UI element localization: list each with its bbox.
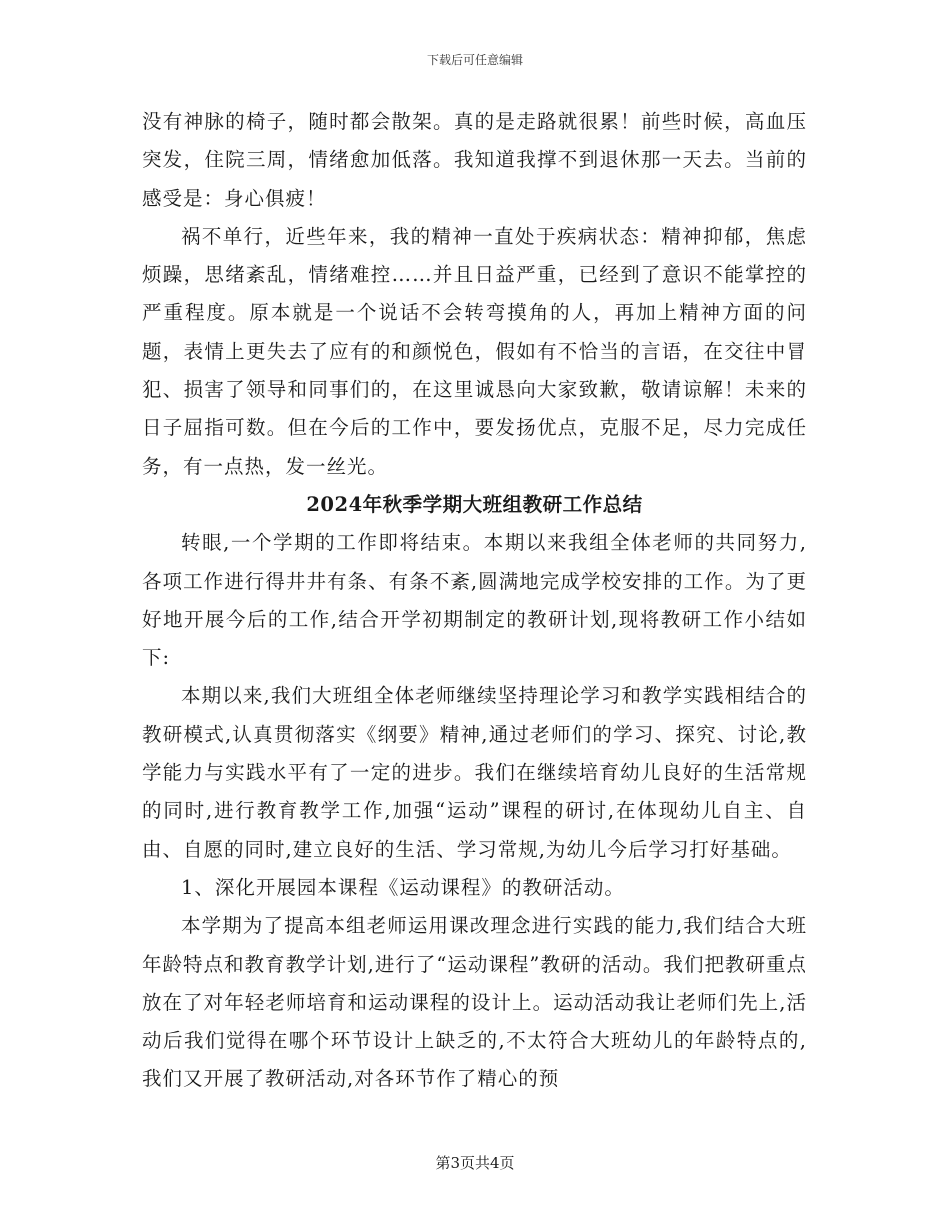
document-title: 2024年秋季学期大班组教研工作总结: [306, 492, 643, 516]
page-number: 第3页共4页: [435, 1154, 515, 1172]
paragraph-sports-curriculum: 本学期为了提高本组老师运用课改理念进行实践的能力,我们结合大班年龄特点和教育教学计划,进行了“运动课程”教研的活动。我们把教研重点放在了对年轻老师培育和运动课程的设计上。运动活动我让老师们先上,活动后我们觉得在哪个环节设计上缺乏的,不太符合大班幼儿的年龄特点的,我们又开展了教研活动,对各环节作了精心的预: [142, 914, 807, 1091]
paragraph-intro: 转眼,一个学期的工作即将结束。本期以来我组全体老师的共同努力,各项工作进行得井井有条、有条不紊,圆满地完成学校安排的工作。为了更好地开展今后的工作,结合开学初期制定的教研计划,现将教研工作小结如下:: [142, 531, 807, 670]
section-heading-1: 1、深化开展园本课程《运动课程》的教研活动。: [181, 875, 625, 899]
paragraph-continuation: 没有神脉的椅子，随时都会散架。真的是走路就很累！前些时候，高血压突发，住院三周，情绪愈加低落。我知道我撑不到退休那一天去。当前的感受是：身心俱疲！: [142, 110, 807, 210]
paragraph-health: 祸不单行，近些年来，我的精神一直处于疾病状态：精神抑郁，焦虑烦躁，思绪紊乱，情绪难控……并且日益严重，已经到了意识不能掌控的严重程度。原本就是一个说话不会转弯摸角的人，再加上精神方面的问题，表情上更失去了应有的和颜悦色，假如有不恰当的言语，在交往中冒犯、损害了领导和同事们的，在这里诚恳向大家致歉，敬请谅解！未来的日子屈指可数。但在今后的工作中，要发扬优点，克服不足，尽力完成任务，有一点热，发一丝光。: [142, 224, 807, 478]
document-body: [142, 103, 807, 1099]
paragraph-teaching-model: 本期以来,我们大班组全体老师继续坚持理论学习和教学实践相结合的教研模式,认真贯彻落实《纲要》精神,通过老师们的学习、探究、讨论,教学能力与实践水平有了一定的进步。我们在继续培育幼儿良好的生活常规的同时,进行教育教学工作,加强“运动”课程的研讨,在体现幼儿自主、自由、自愿的同时,建立良好的生活、学习常规,为幼儿今后学习打好基础。: [142, 684, 807, 861]
page-header-note: 下载后可任意编辑: [426, 53, 523, 67]
